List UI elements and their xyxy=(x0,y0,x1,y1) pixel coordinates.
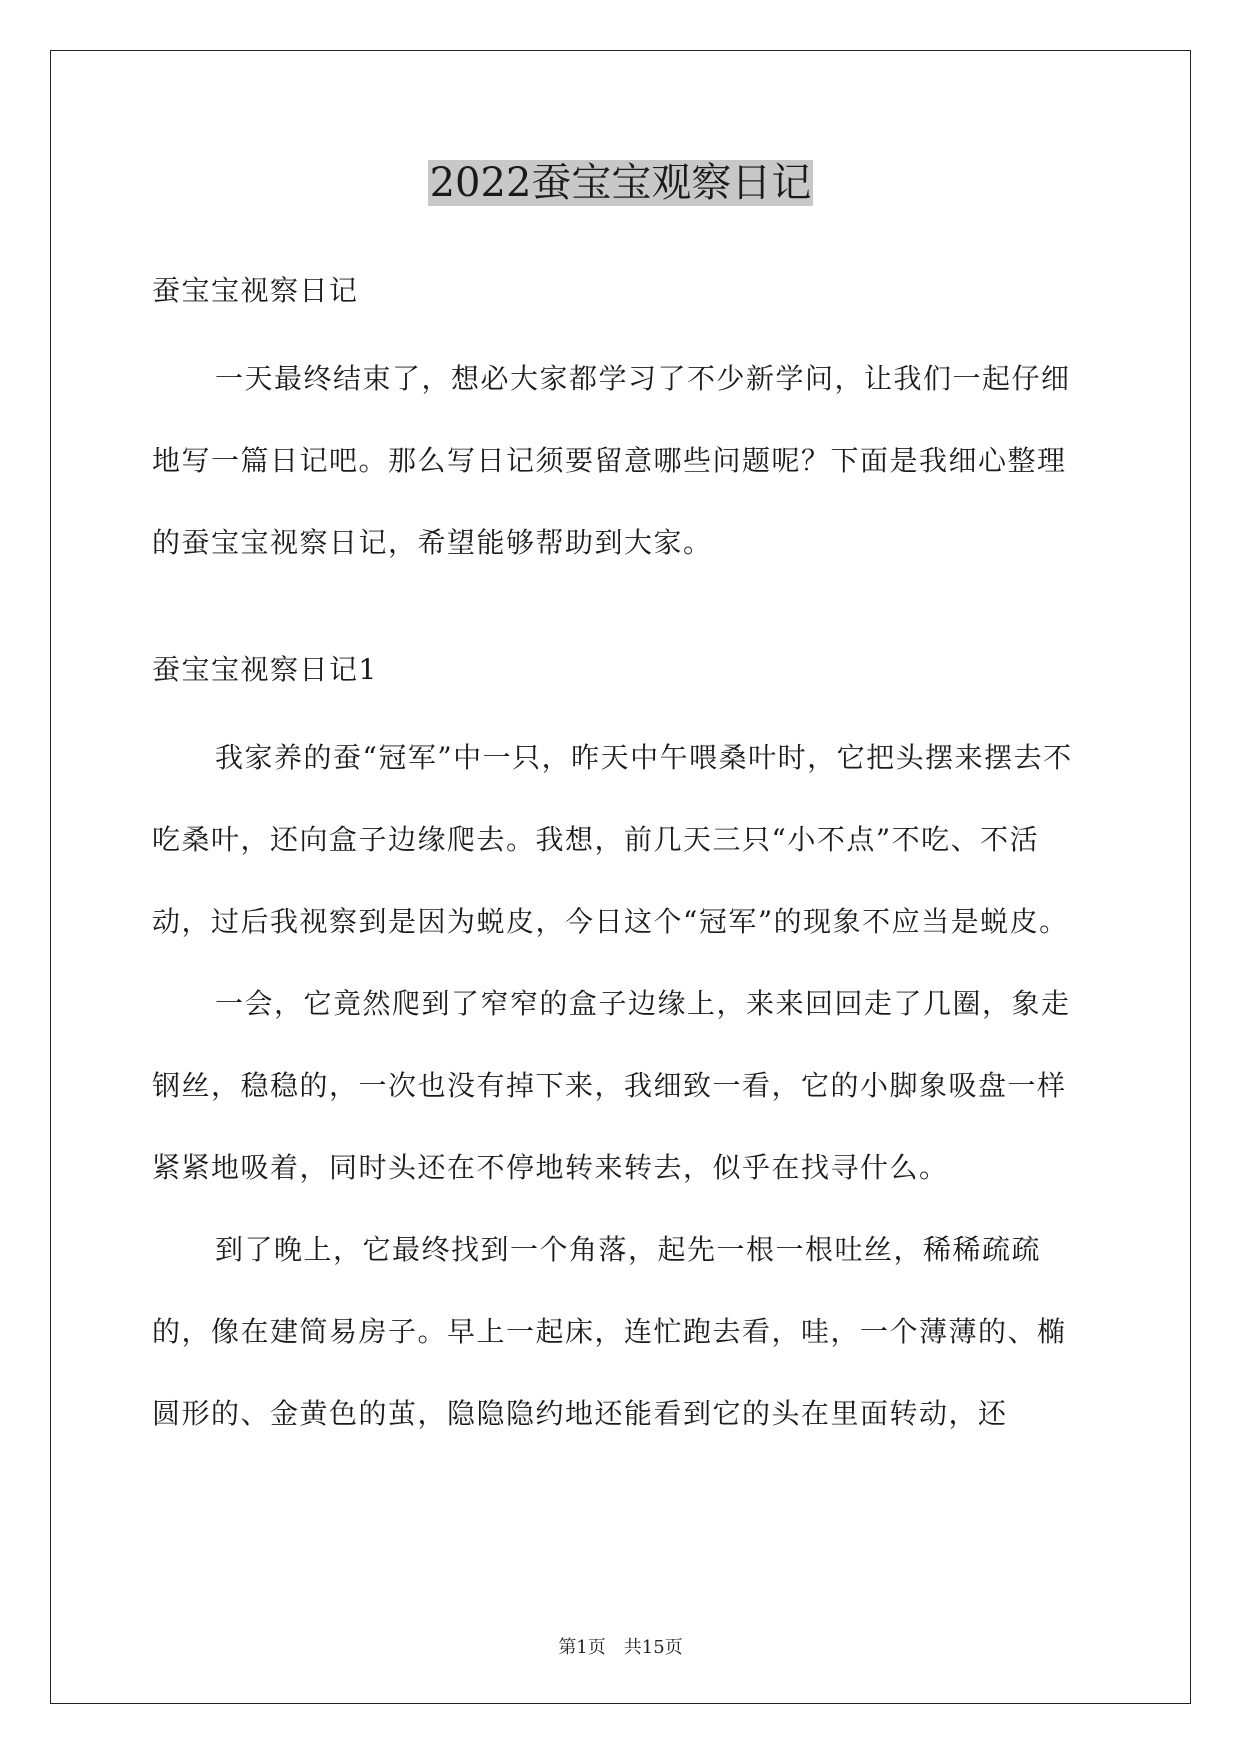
paragraph-2: 一会，它竟然爬到了窄窄的盒子边缘上，来来回回走了几圈，象走钢丝，稳稳的，一次也没有掉下来，我细致一看，它的小脚象吸盘一样紧紧地吸着，同时头还在不停地转来转去，似乎在找寻什么。 xyxy=(152,987,1071,1184)
page-footer xyxy=(0,1633,1241,1659)
document-body xyxy=(152,260,1092,1455)
page-number: 第1页 xyxy=(558,1637,606,1658)
page-total: 共15页 xyxy=(623,1637,683,1658)
document-title-text: 2022蚕宝宝观察日记 xyxy=(429,160,812,206)
paragraph-3: 到了晚上，它最终找到一个角落，起先一根一根吐丝，稀稀疏疏的，像在建简易房子。早上一起床，连忙跑去看，哇，一个薄薄的、椭圆形的、金黄色的茧，隐隐隐约地还能看到它的头在里面转动，还 xyxy=(152,1233,1067,1430)
section-heading-1: 蚕宝宝视察日记1 xyxy=(152,653,378,686)
intro-heading: 蚕宝宝视察日记 xyxy=(152,274,359,307)
paragraph-1: 我家养的蚕“冠军”中一只，昨天中午喂桑叶时，它把头摆来摆去不吃桑叶，还向盒子边缘爬去。我想，前几天三只“小不点”不吃、不活动，过后我视察到是因为蜕皮，今日这个“冠军”的现象不应当是蜕皮。 xyxy=(152,741,1073,938)
intro-paragraph: 一天最终结束了，想必大家都学习了不少新学问，让我们一起仔细地写一篇日记吧。那么写日记须要留意哪些问题呢？下面是我细心整理的蚕宝宝视察日记，希望能够帮助到大家。 xyxy=(152,362,1071,559)
document-title xyxy=(0,155,1241,211)
